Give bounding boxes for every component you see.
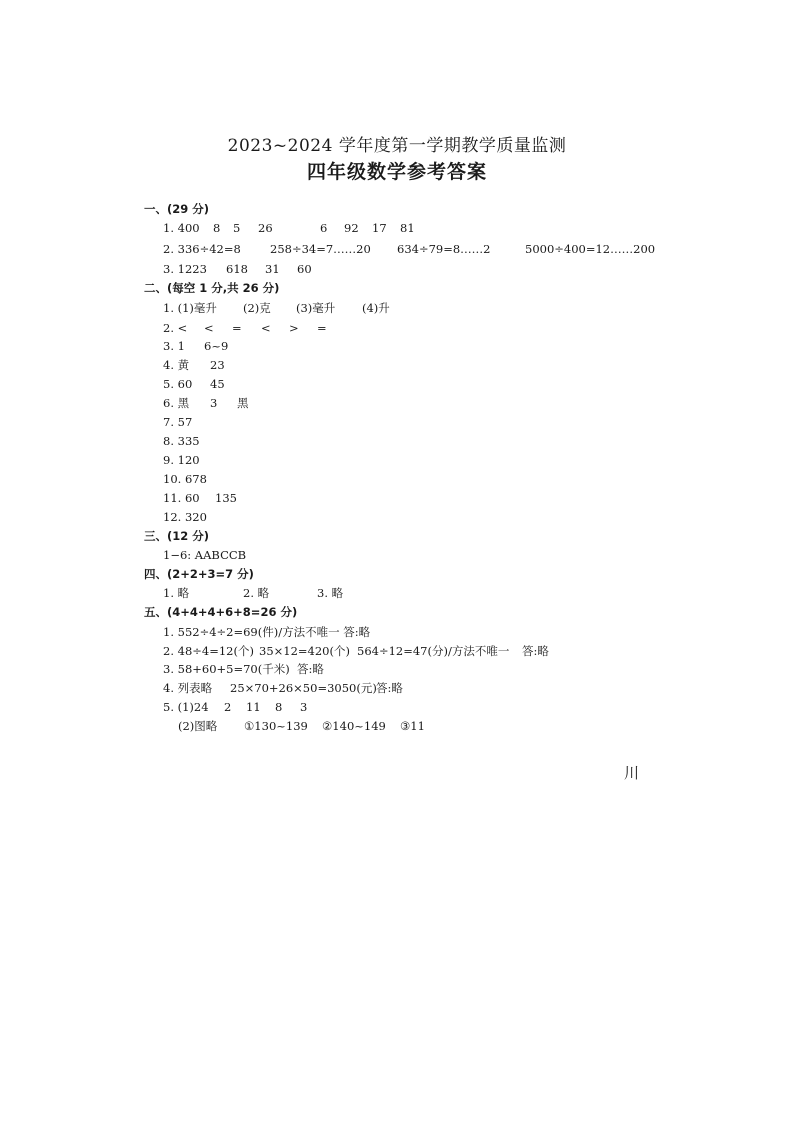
section-2-heading: 二、(每空 1 分,共 26 分): [144, 281, 280, 295]
answer: 2. 336÷42=8: [163, 242, 241, 256]
answer: 618: [226, 262, 248, 276]
answer: 3: [300, 700, 308, 714]
answer: 答:略: [297, 662, 324, 676]
answer: >: [289, 321, 299, 335]
answer: 8: [213, 221, 221, 235]
answer: 26: [258, 221, 273, 235]
section-5-heading: 五、(4+4+4+6+8=26 分): [144, 605, 298, 619]
s2-answer-row-1: [0, 300, 794, 316]
answer: (4)升: [362, 301, 390, 315]
s2-answer-row-6: [0, 395, 794, 411]
s4-answer-row-1: [0, 585, 794, 601]
answer: ①130~139: [244, 719, 308, 733]
s2-answer-row-7: 7. 57: [163, 415, 193, 429]
s2-answer-row-9: 9. 120: [163, 453, 200, 467]
answer: 17: [372, 221, 387, 235]
answer: 黑: [237, 396, 249, 410]
answer: 1. (1)毫升: [163, 301, 217, 315]
answer: 564÷12=47(分)/方法不唯一: [357, 644, 510, 658]
s1-answer-row-1: [0, 220, 794, 236]
answer: 81: [400, 221, 415, 235]
document-subtitle: 四年级数学参考答案: [306, 161, 487, 183]
s3-answer-row-1: 1−6: AABCCB: [163, 548, 247, 562]
s5-answer-row-2: [0, 643, 794, 659]
answer: 60: [297, 262, 312, 276]
answer: 4. 黄: [163, 358, 190, 372]
answer: 45: [210, 377, 225, 391]
answer: =: [317, 321, 327, 335]
answer: 11: [246, 700, 261, 714]
answer: 4. 列表略: [163, 681, 213, 695]
answer: 3: [210, 396, 218, 410]
answer: 23: [210, 358, 225, 372]
answer: 3. 略: [317, 586, 344, 600]
s2-answer-row-5: [0, 376, 794, 392]
s2-answer-row-8: 8. 335: [163, 434, 200, 448]
answer: =: [232, 321, 242, 335]
s5-answer-row-1: 1. 552÷4÷2=69(件)/方法不唯一 答:略: [163, 625, 371, 639]
answer: 3. 1223: [163, 262, 207, 276]
answer: 1. 400: [163, 221, 200, 235]
answer: 5: [233, 221, 241, 235]
answer: 6. 黑: [163, 396, 190, 410]
section-3-heading: 三、(12 分): [144, 529, 210, 543]
answer: (2)图略: [178, 719, 218, 733]
section-4-heading: 四、(2+2+3=7 分): [144, 567, 254, 581]
corner-mark: 川: [624, 764, 640, 782]
answer: 25×70+26×50=3050(元): [230, 681, 377, 695]
section-1-heading: 一、(29 分): [144, 202, 210, 216]
s2-answer-row-10: 10. 678: [163, 472, 207, 486]
s1-answer-row-2: [0, 241, 794, 257]
answer: 35×12=420(个): [259, 644, 350, 658]
answer: 31: [265, 262, 280, 276]
answer: 634÷79=8……2: [397, 242, 491, 256]
s2-answer-row-12: 12. 320: [163, 510, 207, 524]
answer: (2)克: [243, 301, 271, 315]
answer: 2. 48÷4=12(个): [163, 644, 254, 658]
answer: <: [204, 321, 214, 335]
answer: (3)毫升: [296, 301, 336, 315]
s2-answer-row-4: [0, 357, 794, 373]
answer: 3. 58+60+5=70(千米): [163, 662, 290, 676]
answer: 5. (1)24: [163, 700, 209, 714]
answer: 3. 1: [163, 339, 185, 353]
answer: 5. 60: [163, 377, 193, 391]
answer: 2. <: [163, 321, 188, 335]
answer: 1. 略: [163, 586, 190, 600]
answer: 6: [320, 221, 328, 235]
s2-answer-row-11: [0, 490, 794, 506]
document-title: 2023~2024 学年度第一学期教学质量监测: [227, 136, 567, 156]
answer: 6~9: [204, 339, 229, 353]
s5-answer-row-4: [0, 680, 794, 696]
answer: ③11: [400, 719, 425, 733]
answer: 5000÷400=12……200: [525, 242, 656, 256]
answer: 135: [215, 491, 237, 505]
answer: <: [261, 321, 271, 335]
s2-answer-row-2: [0, 320, 794, 336]
answer: 8: [275, 700, 283, 714]
answer: 2. 略: [243, 586, 270, 600]
answer: 答:略: [522, 644, 549, 658]
s5-answer-row-3: [0, 661, 794, 677]
answer: 11. 60: [163, 491, 200, 505]
answer: 258÷34=7……20: [270, 242, 371, 256]
s2-answer-row-3: [0, 338, 794, 354]
s1-answer-row-3: [0, 261, 794, 277]
s5-answer-row-5: [0, 699, 794, 715]
answer: ②140~149: [322, 719, 386, 733]
answer: 92: [344, 221, 359, 235]
answer: 答:略: [376, 681, 403, 695]
answer: 2: [224, 700, 232, 714]
s5-answer-row-6: [0, 718, 794, 734]
